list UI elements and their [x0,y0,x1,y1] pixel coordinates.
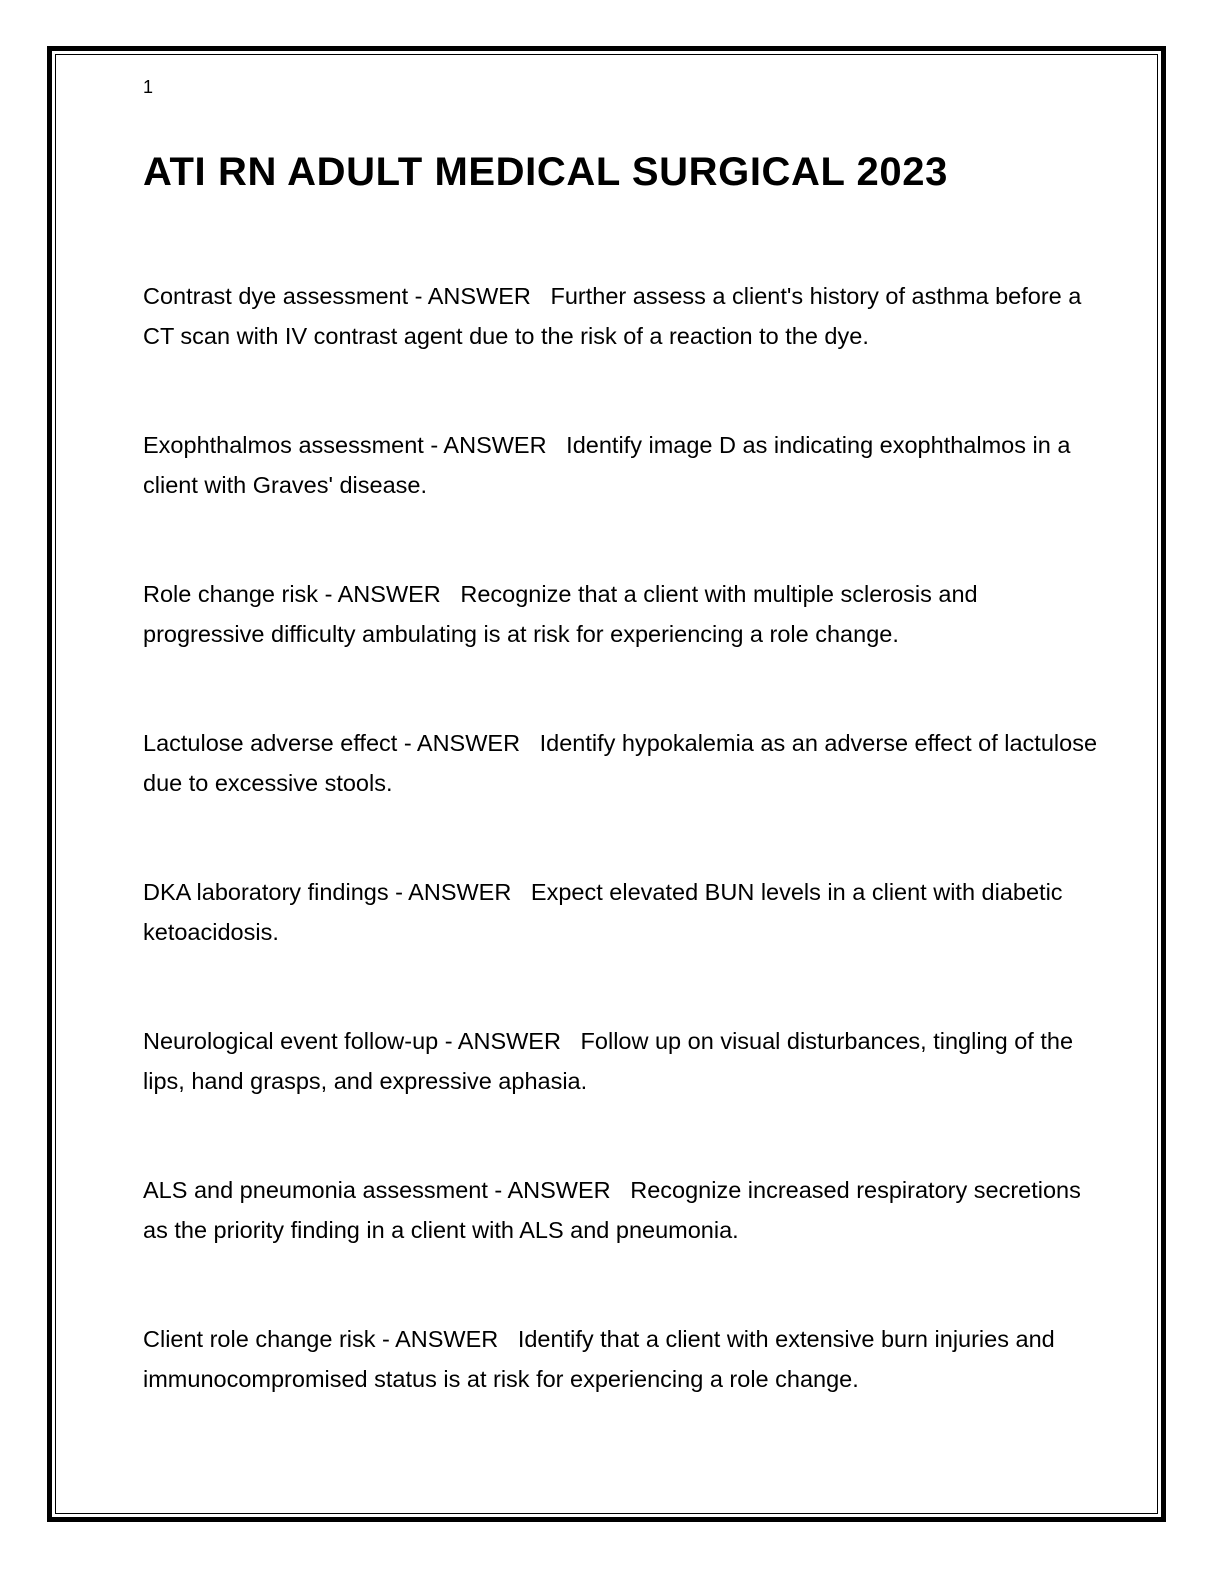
qa-answer: Identify hypokalemia as an adverse effect of lactulose due to excessive stools. [143,730,1104,796]
qa-text [143,426,1103,505]
qa-answer: Further assess a client's history of asthma before a CT scan with IV contrast agent due to the risk of a reaction to the dye. [143,283,1088,349]
qa-item [143,873,1103,1022]
qa-separator: - ANSWER [375,1326,518,1352]
qa-item [143,1320,1103,1469]
qa-item [143,575,1103,724]
qa-term: Lactulose adverse effect [143,730,398,756]
qa-text [143,277,1103,356]
qa-text [143,1320,1103,1399]
qa-term: Client role change risk [143,1326,376,1352]
qa-term: DKA laboratory findings [143,879,389,905]
qa-term: Role change risk [143,581,319,607]
qa-answer: Follow up on visual disturbances, tingling of the lips, hand grasps, and expressive aphasia. [143,1028,1080,1094]
qa-item [143,724,1103,873]
qa-separator: - ANSWER [423,432,567,458]
qa-item [143,426,1103,575]
qa-text [143,575,1103,654]
qa-answer: Identify image D as indicating exophthalmos in a client with Graves' disease. [143,432,1077,498]
qa-answer: Expect elevated BUN levels in a client with diabetic ketoacidosis. [143,879,1070,945]
qa-answer: Recognize that a client with multiple sclerosis and progressive difficulty ambulating is at risk for experiencing a role change. [143,581,985,647]
qa-separator: - ANSWER [388,879,531,905]
qa-term: Exophthalmos assessment [143,432,424,458]
qa-item [143,277,1103,426]
qa-item [143,1022,1103,1171]
qa-separator: - ANSWER [318,581,461,607]
qa-separator: - ANSWER [487,1177,631,1203]
qa-answer: Recognize increased respiratory secretions as the priority finding in a client with ALS and pneumonia. [143,1177,1088,1243]
qa-separator: - ANSWER [397,730,540,756]
qa-term: Contrast dye assessment [143,283,409,309]
qa-term: Neurological event follow-up [143,1028,439,1054]
qa-text [143,1171,1103,1250]
qa-answer: Identify that a client with extensive burn injuries and immunocompromised status is at risk for experiencing a role change. [143,1326,1062,1392]
qa-text [143,873,1103,952]
document-title: ATI RN ADULT MEDICAL SURGICAL 2023 [143,150,948,194]
qa-list [143,277,1103,1469]
qa-item [143,1171,1103,1320]
qa-term: ALS and pneumonia assessment [143,1177,488,1203]
qa-separator: - ANSWER [438,1028,581,1054]
qa-text [143,1022,1103,1101]
page-number: 1 [143,77,154,97]
qa-text [143,724,1103,803]
qa-separator: - ANSWER [408,283,551,309]
